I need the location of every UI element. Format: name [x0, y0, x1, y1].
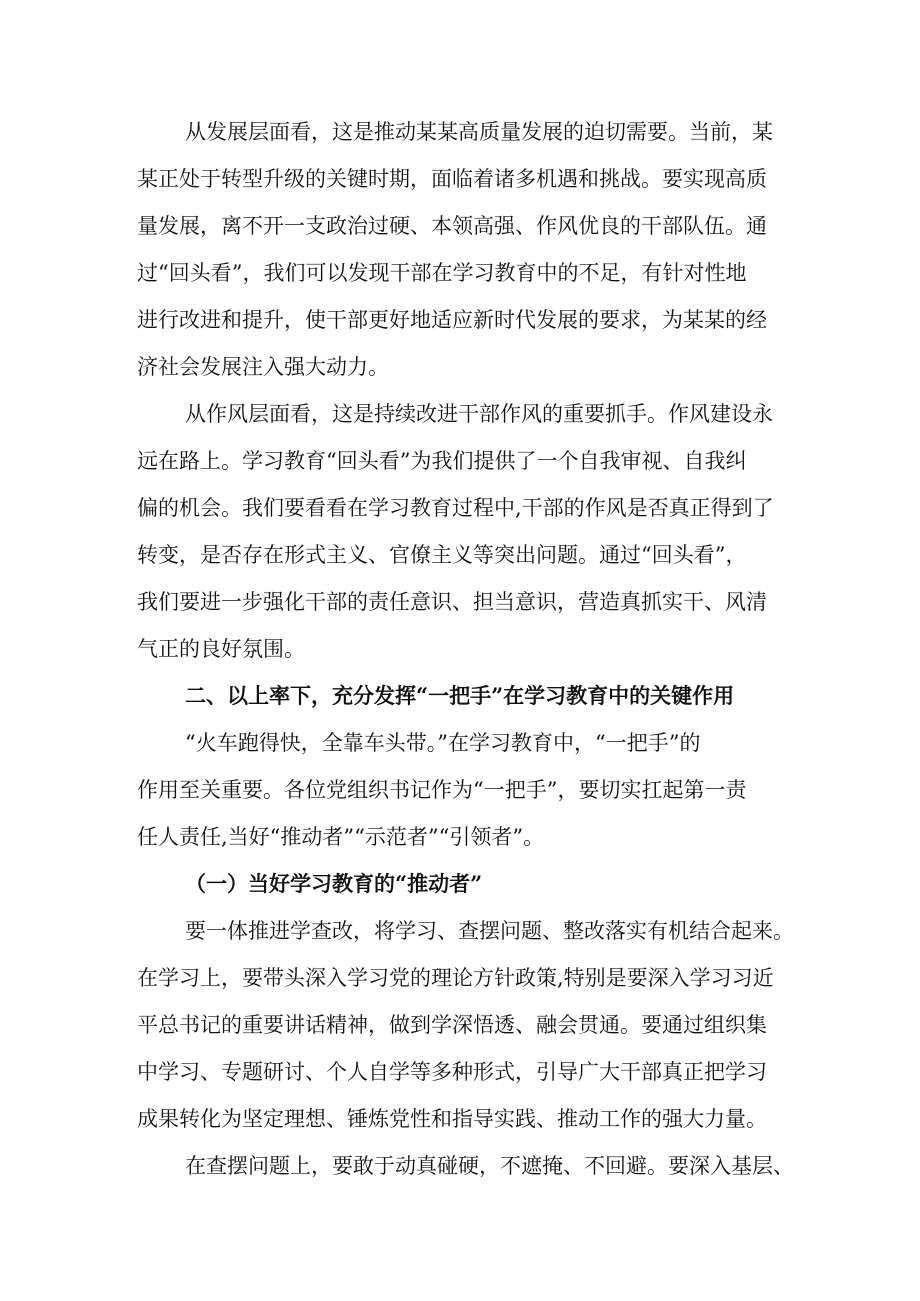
paragraph-2-line-6: 气正的良好氛围。 — [137, 637, 305, 661]
paragraph-1-line-1: 从发展层面看，这是推动某某高质量发展的迫切需要。当前，某 — [185, 120, 773, 144]
subsection-heading: （一）当好学习教育的“推动者” — [185, 871, 483, 896]
paragraph-4-line-1: 要一体推进学查改，将学习、查摆问题、整改落实有机结合起来。 — [185, 919, 794, 943]
paragraph-1-line-3: 量发展，离不开一支政治过硬、本领高强、作风优良的干部队伍。通 — [137, 214, 767, 238]
section-heading: 二、以上率下，充分发挥“一把手”在学习教育中的关键作用 — [185, 683, 735, 708]
paragraph-1-line-6: 济社会发展注入强大动力。 — [137, 355, 389, 379]
paragraph-4-line-3: 平总书记的重要讲话精神，做到学深悟透、融会贯通。要通过组织集 — [137, 1013, 767, 1037]
paragraph-2-line-4: 转变，是否存在形式主义、官僚主义等突出问题。通过“回头看”， — [137, 543, 747, 567]
paragraph-2-line-1: 从作风层面看，这是持续改进干部作风的重要抓手。作风建设永 — [185, 402, 773, 426]
paragraph-1-line-4: 过“回头看”，我们可以发现干部在学习教育中的不足，有针对性地 — [137, 261, 747, 285]
paragraph-2-line-3: 偏的机会。我们要看看在学习教育过程中,干部的作风是否真正得到了 — [137, 496, 774, 520]
paragraph-4-line-5: 成果转化为坚定理想、锤炼党性和指导实践、推动工作的强大力量。 — [137, 1107, 767, 1131]
paragraph-1-line-2: 某正处于转型升级的关键时期，面临着诸多机遇和挑战。要实现高质 — [137, 167, 767, 191]
paragraph-3-line-1: “火车跑得快，全靠车头带。”在学习教育中，“一把手”的 — [185, 731, 701, 755]
paragraph-3-line-2: 作用至关重要。各位党组织书记作为“一把手”，要切实扛起第一责 — [137, 778, 747, 802]
paragraph-5-line-1: 在查摆问题上，要敢于动真碰硬，不遮掩、不回避。要深入基层、 — [185, 1154, 794, 1178]
paragraph-2-line-5: 我们要进一步强化干部的责任意识、担当意识，营造真抓实干、风清 — [137, 590, 767, 614]
paragraph-4-line-2: 在学习上，要带头深入学习党的理论方针政策,特别是要深入学习习近 — [137, 966, 774, 990]
paragraph-1-line-5: 进行改进和提升，使干部更好地适应新时代发展的要求，为某某的经 — [137, 308, 767, 332]
paragraph-3-line-3: 任人责任,当好“推动者”“示范者”“引领者”。 — [137, 825, 545, 849]
paragraph-4-line-4: 中学习、专题研讨、个人自学等多种形式，引导广大干部真正把学习 — [137, 1060, 767, 1084]
paragraph-2-line-2: 远在路上。学习教育“回头看”为我们提供了一个自我审视、自我纠 — [137, 449, 747, 473]
